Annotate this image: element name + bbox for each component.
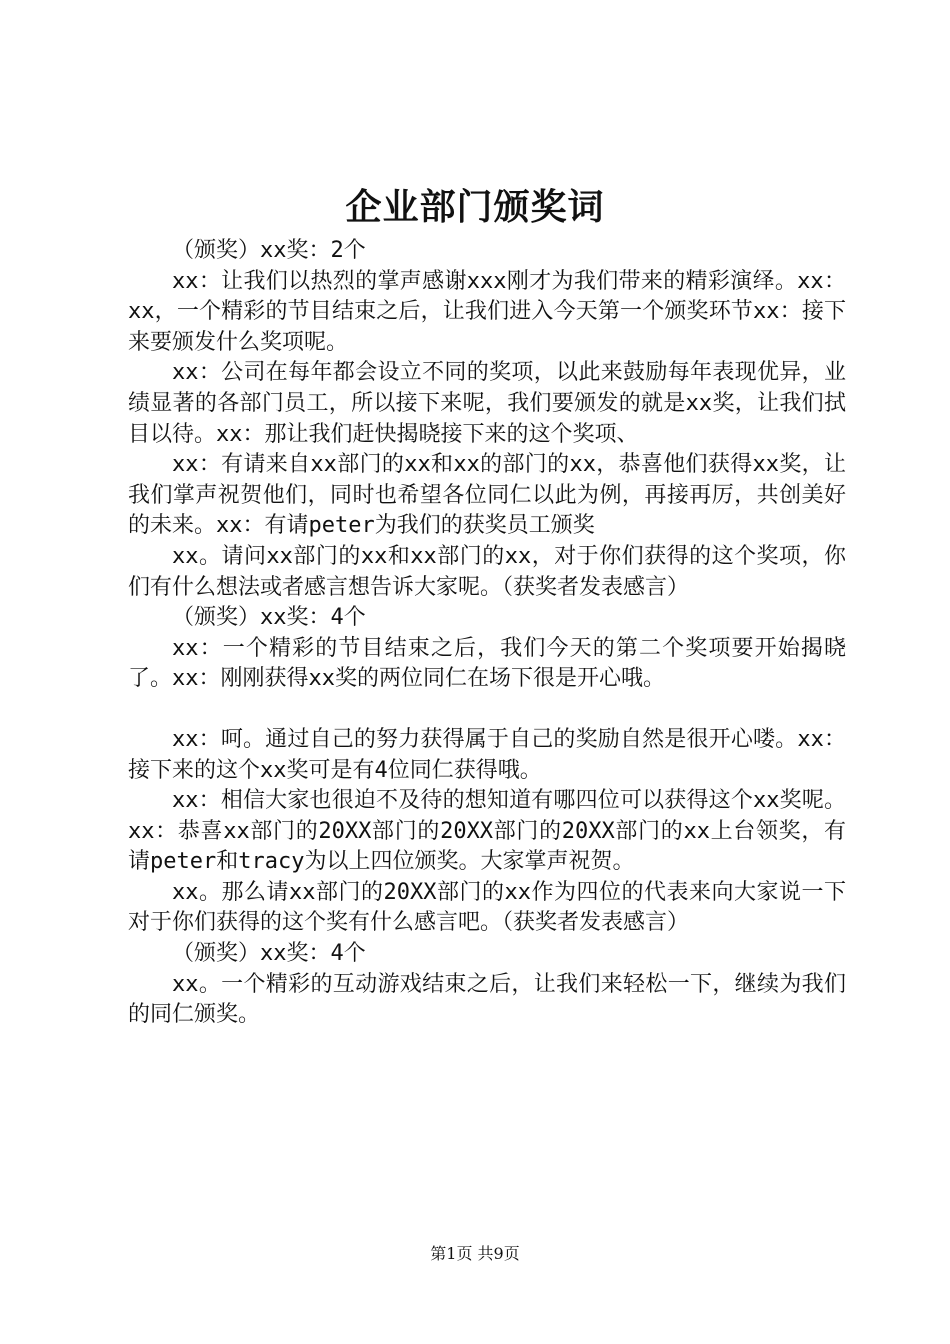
paragraph: xx：呵。通过自己的努力获得属于自己的奖励自然是很开心喽。xx：接下来的这个xx奖可是有4位同仁获得哦。 [128,726,846,783]
paragraph: xx。请问xx部门的xx和xx部门的xx，对于你们获得的这个奖项，你们有什么想法或者感言想告诉大家呢。（获奖者发表感言） [128,543,846,600]
paragraph: xx：让我们以热烈的掌声感谢xxx刚才为我们带来的精彩演绎。xx：xx，一个精彩的节目结束之后，让我们进入今天第一个颁奖环节xx：接下来要颁发什么奖项呢。 [128,268,846,355]
paragraph-award-heading-2: （颁奖）xx奖：4个 [172,605,366,631]
paragraph-award-heading-3: （颁奖）xx奖：4个 [172,941,366,967]
paragraph: xx：有请来自xx部门的xx和xx的部门的xx，恭喜他们获得xx奖，让我们掌声祝贺他们，同时也希望各位同仁以此为例，再接再厉，共创美好的未来。xx：有请peter为我们的获奖员工颁奖 [128,452,846,539]
paragraph: xx：公司在每年都会设立不同的奖项，以此来鼓励每年表现优异，业绩显著的各部门员工，所以接下来呢，我们要颁发的就是xx奖，让我们拭目以待。xx：那让我们赶快揭晓接下来的这个奖项、 [128,360,846,447]
document-title: 企业部门颁奖词 [345,186,605,228]
document-body [128,236,846,1031]
paragraph: xx。那么请xx部门的20XX部门的xx作为四位的代表来向大家说一下对于你们获得的这个奖有什么感言吧。（获奖者发表感言） [128,879,846,936]
page-footer: 第1页 共9页 [430,1244,520,1263]
paragraph: xx：一个精彩的节目结束之后，我们今天的第二个奖项要开始揭晓了。xx：刚刚获得xx奖的两位同仁在场下很是开心哦。 [128,635,846,692]
paragraph: xx。一个精彩的互动游戏结束之后，让我们来轻松一下，继续为我们的同仁颁奖。 [128,971,846,1028]
paragraph: xx：相信大家也很迫不及待的想知道有哪四位可以获得这个xx奖呢。xx：恭喜xx部门的20XX部门的20XX部门的20XX部门的xx上台领奖，有请peter和tracy为以上四位颁奖。大家掌声祝贺。 [128,788,846,875]
paragraph-award-heading-1: （颁奖）xx奖：2个 [172,238,366,263]
